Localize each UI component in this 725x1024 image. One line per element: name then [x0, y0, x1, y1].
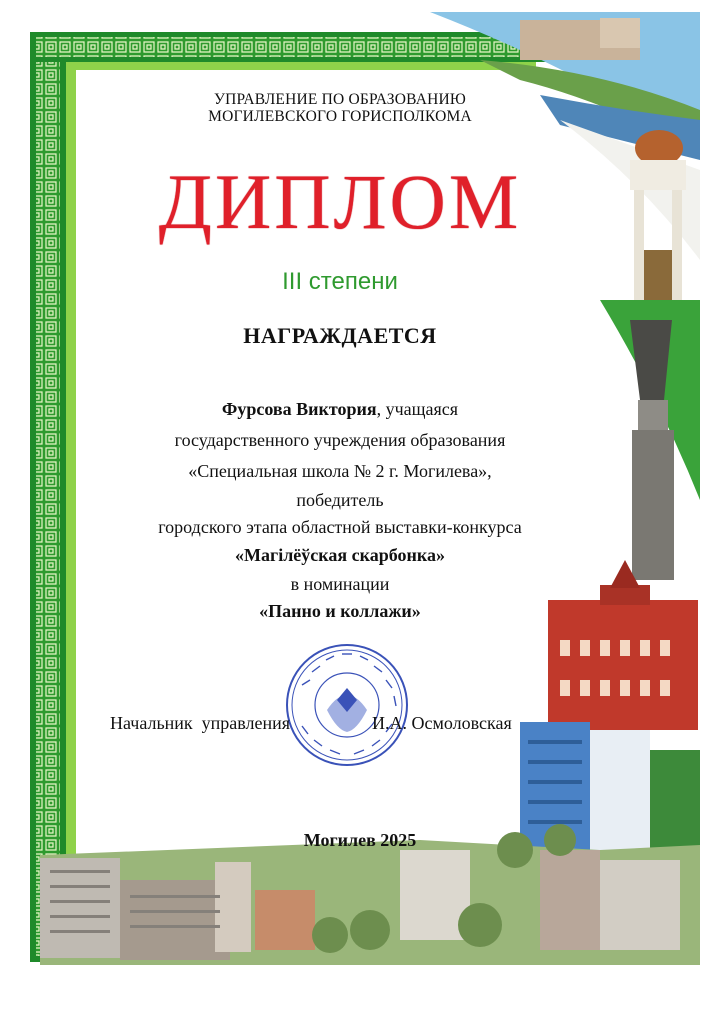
- official-seal-stamp: [282, 640, 412, 770]
- institution-line: государственного учреждения образования: [174, 430, 506, 450]
- contest-name: «Магілёўская скарбонка»: [235, 545, 445, 565]
- diploma-title: ДИПЛОМ: [158, 158, 522, 245]
- degree-text: III степени: [282, 268, 398, 295]
- signature-title: Начальник управления: [110, 713, 291, 733]
- authority-line-2: МОГИЛЕВСКОГО ГОРИСПОЛКОМА: [208, 108, 472, 125]
- awarded-text: НАГРАЖДАЕТСЯ: [243, 323, 437, 348]
- nomination-prefix: в номинации: [290, 574, 390, 594]
- signature-row: [110, 713, 630, 737]
- stage-line: городского этапа областной выставки-конкурса: [158, 517, 522, 537]
- school-line: «Специальная школа № 2 г. Могилева»,: [188, 461, 492, 481]
- footer-city-year: Могилев 2025: [303, 830, 417, 850]
- status-line: победитель: [296, 490, 384, 510]
- recipient-line: [40, 398, 640, 420]
- recipient-role: , учащаяся: [376, 399, 459, 419]
- recipient-name: Фурсова Виктория: [221, 399, 377, 419]
- authority-line-1: УПРАВЛЕНИЕ ПО ОБРАЗОВАНИЮ: [213, 91, 467, 108]
- signature-name: И.А. Осмоловская: [372, 713, 512, 733]
- nomination-title: «Панно и коллажи»: [259, 601, 421, 621]
